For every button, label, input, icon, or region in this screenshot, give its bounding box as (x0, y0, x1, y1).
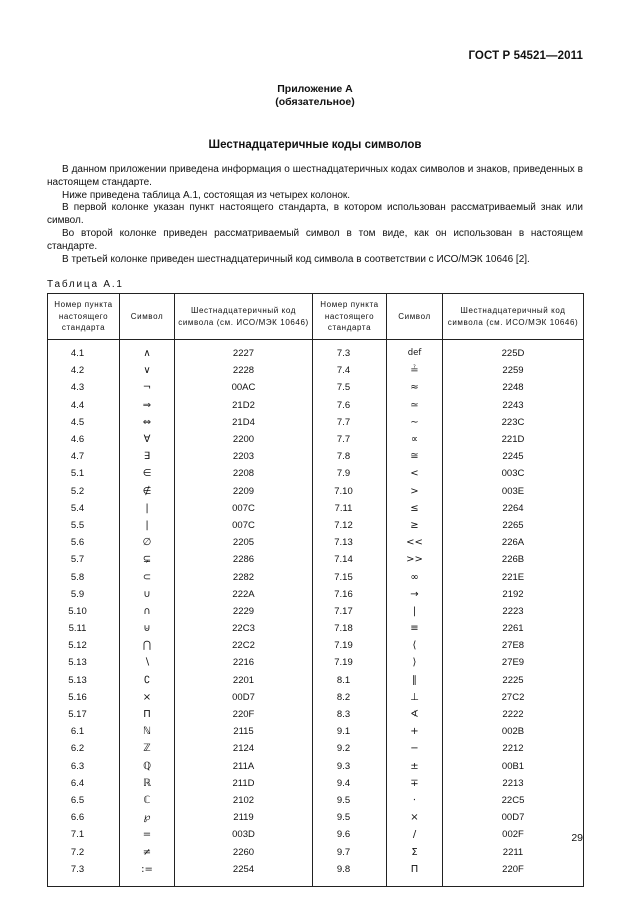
symbol-cell: ℂ (120, 792, 175, 809)
clause-number-cell: 7.2 (48, 843, 120, 860)
hex-code-cell: 221E (443, 568, 584, 585)
symbol-cell: ∪ (120, 586, 175, 603)
clause-number-cell: 5.7 (48, 551, 120, 568)
table-row (48, 448, 584, 465)
clause-number-cell: 9.3 (313, 758, 387, 775)
table-row (48, 483, 584, 500)
clause-number-cell: 6.2 (48, 740, 120, 757)
paragraph: Во второй колонке приведен рассматриваемый символ в том виде, как он использован в настоящем стандарте. (47, 227, 583, 252)
hex-code-cell: 226B (443, 551, 584, 568)
clause-number-cell: 6.3 (48, 758, 120, 775)
hex-code-cell: 223C (443, 414, 584, 431)
symbol-cell: ≈ (387, 379, 443, 396)
hex-code-cell: 211A (175, 758, 313, 775)
symbol-cell: ⋅ (387, 792, 443, 809)
symbol-cell: − (387, 740, 443, 757)
hex-code-cell: 2225 (443, 672, 584, 689)
clause-number-cell: 9.2 (313, 740, 387, 757)
symbol-cell: + (387, 723, 443, 740)
symbol-cell: × (120, 689, 175, 706)
table-row (48, 654, 584, 671)
clause-number-cell: 5.4 (48, 500, 120, 517)
hex-code-cell: 2124 (175, 740, 313, 757)
intro-text (47, 164, 583, 266)
symbol-cell: ℘ (120, 809, 175, 826)
hex-code-cell: 22C2 (175, 637, 313, 654)
table-row (48, 397, 584, 414)
clause-number-cell: 9.1 (313, 723, 387, 740)
hex-code-cell: 002B (443, 723, 584, 740)
paragraph: В первой колонке указан пункт настоящего стандарта, в котором использован рассматриваемый знак или символ. (47, 202, 583, 227)
hex-code-cell: 27E8 (443, 637, 584, 654)
symbol-cell: ∩ (120, 603, 175, 620)
clause-number-cell: 9.7 (313, 843, 387, 860)
hex-code-cell: 211D (175, 775, 313, 792)
hex-code-cell: 2260 (175, 843, 313, 860)
hex-code-cell: 00D7 (443, 809, 584, 826)
hex-code-cell: 003E (443, 483, 584, 500)
table-row (48, 758, 584, 775)
table-row (48, 586, 584, 603)
clause-number-cell: 5.12 (48, 637, 120, 654)
symbol-cell: | (387, 603, 443, 620)
symbol-cell: / (387, 826, 443, 843)
clause-number-cell: 5.6 (48, 534, 120, 551)
clause-number-cell: 4.7 (48, 448, 120, 465)
clause-number-cell: 7.3 (313, 340, 387, 363)
table-row (48, 517, 584, 534)
hex-code-cell: 2243 (443, 397, 584, 414)
clause-number-cell: 5.17 (48, 706, 120, 723)
table-row (48, 379, 584, 396)
symbol-cell: ≤ (387, 500, 443, 517)
symbol-cell: ⊂ (120, 568, 175, 585)
hex-code-cell: 2119 (175, 809, 313, 826)
hex-code-cell: 00B1 (443, 758, 584, 775)
clause-number-cell: 7.16 (313, 586, 387, 603)
symbol-cell: = (120, 826, 175, 843)
clause-number-cell: 5.8 (48, 568, 120, 585)
clause-number-cell: 4.3 (48, 379, 120, 396)
symbol-cell: ∥ (387, 672, 443, 689)
hex-code-cell: 22C5 (443, 792, 584, 809)
hex-code-cell: 2254 (175, 861, 313, 887)
symbol-cell: Σ (387, 843, 443, 860)
table-body (48, 340, 584, 887)
hex-code-cell: 003D (175, 826, 313, 843)
symbol-cell: < (387, 465, 443, 482)
symbol-cell: ⇔ (120, 414, 175, 431)
hex-code-cell: 2265 (443, 517, 584, 534)
table-row (48, 568, 584, 585)
annex-title: Приложение А (277, 83, 353, 95)
clause-number-cell: 5.10 (48, 603, 120, 620)
table-row (48, 723, 584, 740)
hex-code-cell: 2259 (443, 362, 584, 379)
symbol-cell: ℤ (120, 740, 175, 757)
header-hex-code: Шестнадцатеричный код символа (см. ИСО/МЭК 10646) (443, 294, 584, 340)
symbol-cell: ∝ (387, 431, 443, 448)
clause-number-cell: 7.3 (48, 861, 120, 887)
table-row (48, 672, 584, 689)
clause-number-cell: 6.4 (48, 775, 120, 792)
clause-number-cell: 7.12 (313, 517, 387, 534)
hex-code-cell: 2229 (175, 603, 313, 620)
clause-number-cell: 4.6 (48, 431, 120, 448)
clause-number-cell: 9.5 (313, 792, 387, 809)
table-row (48, 362, 584, 379)
symbol-cell: ≠ (120, 843, 175, 860)
clause-number-cell: 5.5 (48, 517, 120, 534)
hex-code-cell: 2203 (175, 448, 313, 465)
table-row (48, 740, 584, 757)
clause-number-cell: 7.15 (313, 568, 387, 585)
hex-code-cell: 2286 (175, 551, 313, 568)
clause-number-cell: 7.18 (313, 620, 387, 637)
hex-code-cell: 2264 (443, 500, 584, 517)
clause-number-cell: 6.6 (48, 809, 120, 826)
symbol-cell: ∧ (120, 340, 175, 363)
hex-codes-table (47, 293, 584, 887)
clause-number-cell: 7.8 (313, 448, 387, 465)
clause-number-cell: 5.9 (48, 586, 120, 603)
table-row (48, 843, 584, 860)
symbol-cell: ≃ (387, 397, 443, 414)
symbol-cell: def (387, 340, 443, 363)
table-row (48, 500, 584, 517)
header-symbol: Символ (120, 294, 175, 340)
symbol-cell: ∓ (387, 775, 443, 792)
hex-code-cell: 2222 (443, 706, 584, 723)
clause-number-cell: 5.16 (48, 689, 120, 706)
symbol-cell: ∨ (120, 362, 175, 379)
hex-code-cell: 2228 (175, 362, 313, 379)
clause-number-cell: 8.2 (313, 689, 387, 706)
clause-number-cell: 7.7 (313, 414, 387, 431)
symbol-cell: ℚ (120, 758, 175, 775)
symbol-cell: << (387, 534, 443, 551)
hex-code-cell: 2227 (175, 340, 313, 363)
hex-code-cell: 007C (175, 517, 313, 534)
table-row (48, 414, 584, 431)
hex-code-cell: 220F (175, 706, 313, 723)
hex-code-cell: 2102 (175, 792, 313, 809)
clause-number-cell: 7.19 (313, 654, 387, 671)
hex-code-cell: 222A (175, 586, 313, 603)
table-caption: Таблица А.1 (47, 279, 124, 290)
clause-number-cell: 5.13 (48, 672, 120, 689)
clause-number-cell: 4.4 (48, 397, 120, 414)
table-row (48, 861, 584, 887)
hex-code-cell: 221D (443, 431, 584, 448)
symbol-cell: ⋂ (120, 637, 175, 654)
hex-code-cell: 2223 (443, 603, 584, 620)
header-symbol: Символ (387, 294, 443, 340)
hex-code-cell: 2216 (175, 654, 313, 671)
symbol-cell: ∖ (120, 654, 175, 671)
symbol-cell: × (387, 809, 443, 826)
clause-number-cell: 6.1 (48, 723, 120, 740)
symbol-cell: ≡ (387, 620, 443, 637)
table-row (48, 637, 584, 654)
symbol-cell: ∞ (387, 568, 443, 585)
symbol-cell: ± (387, 758, 443, 775)
table-row (48, 706, 584, 723)
hex-code-cell: 27E9 (443, 654, 584, 671)
symbol-cell: ∉ (120, 483, 175, 500)
symbol-cell: ∀ (120, 431, 175, 448)
hex-code-cell: 226A (443, 534, 584, 551)
hex-code-cell: 2245 (443, 448, 584, 465)
table-row (48, 534, 584, 551)
hex-code-cell: 002F (443, 826, 584, 843)
clause-number-cell: 6.5 (48, 792, 120, 809)
symbol-cell: ℝ (120, 775, 175, 792)
hex-code-cell: 27C2 (443, 689, 584, 706)
symbol-cell: → (387, 586, 443, 603)
table-row (48, 551, 584, 568)
symbol-cell: ⟩ (387, 654, 443, 671)
clause-number-cell: 8.1 (313, 672, 387, 689)
hex-code-cell: 2261 (443, 620, 584, 637)
clause-number-cell: 7.17 (313, 603, 387, 620)
symbol-cell: ≅ (387, 448, 443, 465)
symbol-cell: ⊊ (120, 551, 175, 568)
symbol-cell: | (120, 500, 175, 517)
paragraph: В данном приложении приведена информация о шестнадцатеричных кодах символов и знаков, приведенных в настоящем стандарте. (47, 164, 583, 188)
clause-number-cell: 4.5 (48, 414, 120, 431)
symbol-cell: ∼ (387, 414, 443, 431)
table-row (48, 826, 584, 843)
hex-code-cell: 2205 (175, 534, 313, 551)
header-clause-number: Номер пункта настоящего стандарта (48, 294, 120, 340)
annex-status: (обязательное) (275, 96, 355, 108)
clause-number-cell: 5.13 (48, 654, 120, 671)
hex-code-cell: 003C (443, 465, 584, 482)
clause-number-cell: 7.13 (313, 534, 387, 551)
clause-number-cell: 9.4 (313, 775, 387, 792)
clause-number-cell: 9.6 (313, 826, 387, 843)
hex-code-cell: 2213 (443, 775, 584, 792)
paragraph: В третьей колонке приведен шестнадцатеричный код символа в соответствии с ИСО/МЭК 10646 [2]. (62, 253, 530, 265)
symbol-cell: > (387, 483, 443, 500)
clause-number-cell: 7.10 (313, 483, 387, 500)
page-number: 29 (571, 832, 583, 844)
clause-number-cell: 8.3 (313, 706, 387, 723)
symbol-cell: ¬ (120, 379, 175, 396)
hex-code-cell: 220F (443, 861, 584, 887)
table-row (48, 792, 584, 809)
hex-code-cell: 2208 (175, 465, 313, 482)
hex-code-cell: 2201 (175, 672, 313, 689)
standard-header: ГОСТ Р 54521—2011 (468, 50, 583, 62)
clause-number-cell: 9.8 (313, 861, 387, 887)
hex-code-cell: 21D2 (175, 397, 313, 414)
symbol-cell: := (120, 861, 175, 887)
clause-number-cell: 5.1 (48, 465, 120, 482)
table-row (48, 465, 584, 482)
clause-number-cell: 4.1 (48, 340, 120, 363)
hex-code-cell: 2115 (175, 723, 313, 740)
clause-number-cell: 7.6 (313, 397, 387, 414)
paragraph: Ниже приведена таблица А.1, состоящая из четырех колонок. (62, 189, 351, 201)
clause-number-cell: 7.4 (313, 362, 387, 379)
symbol-cell: ⊍ (120, 620, 175, 637)
hex-code-cell: 00AC (175, 379, 313, 396)
hex-code-cell: 00D7 (175, 689, 313, 706)
hex-code-cell: 2248 (443, 379, 584, 396)
symbol-cell: ⊥ (387, 689, 443, 706)
clause-number-cell: 5.2 (48, 483, 120, 500)
hex-code-cell: 2282 (175, 568, 313, 585)
hex-code-cell: 2209 (175, 483, 313, 500)
table-row (48, 603, 584, 620)
table-header-row (48, 294, 584, 340)
symbol-cell: Π (387, 861, 443, 887)
symbol-cell: ⟨ (387, 637, 443, 654)
hex-code-cell: 007C (175, 500, 313, 517)
symbol-cell: ∃ (120, 448, 175, 465)
header-hex-code: Шестнадцатеричный код символа (см. ИСО/МЭК 10646) (175, 294, 313, 340)
symbol-cell: Π (120, 706, 175, 723)
hex-code-cell: 22C3 (175, 620, 313, 637)
hex-code-cell: 2192 (443, 586, 584, 603)
clause-number-cell: 7.14 (313, 551, 387, 568)
section-title: Шестнадцатеричные коды символов (208, 139, 422, 151)
hex-code-cell: 225D (443, 340, 584, 363)
clause-number-cell: 7.9 (313, 465, 387, 482)
symbol-cell: ∅ (120, 534, 175, 551)
table-row (48, 809, 584, 826)
clause-number-cell: 7.7 (313, 431, 387, 448)
clause-number-cell: 7.11 (313, 500, 387, 517)
clause-number-cell: 9.5 (313, 809, 387, 826)
clause-number-cell: 7.5 (313, 379, 387, 396)
symbol-cell: >> (387, 551, 443, 568)
symbol-cell: ≥ (387, 517, 443, 534)
table-row (48, 431, 584, 448)
clause-number-cell: 7.1 (48, 826, 120, 843)
table-row (48, 775, 584, 792)
table-row (48, 620, 584, 637)
hex-code-cell: 2200 (175, 431, 313, 448)
symbol-cell: ℕ (120, 723, 175, 740)
clause-number-cell: 5.11 (48, 620, 120, 637)
hex-code-cell: 21D4 (175, 414, 313, 431)
header-clause-number: Номер пункта настоящего стандарта (313, 294, 387, 340)
symbol-cell: ∈ (120, 465, 175, 482)
table-row (48, 340, 584, 363)
symbol-cell: ⇒ (120, 397, 175, 414)
hex-code-cell: 2212 (443, 740, 584, 757)
symbol-cell: ∢ (387, 706, 443, 723)
table-row (48, 689, 584, 706)
symbol-cell: ∁ (120, 672, 175, 689)
clause-number-cell: 4.2 (48, 362, 120, 379)
clause-number-cell: 7.19 (313, 637, 387, 654)
symbol-cell: ≟ (387, 362, 443, 379)
hex-code-cell: 2211 (443, 843, 584, 860)
symbol-cell: | (120, 517, 175, 534)
